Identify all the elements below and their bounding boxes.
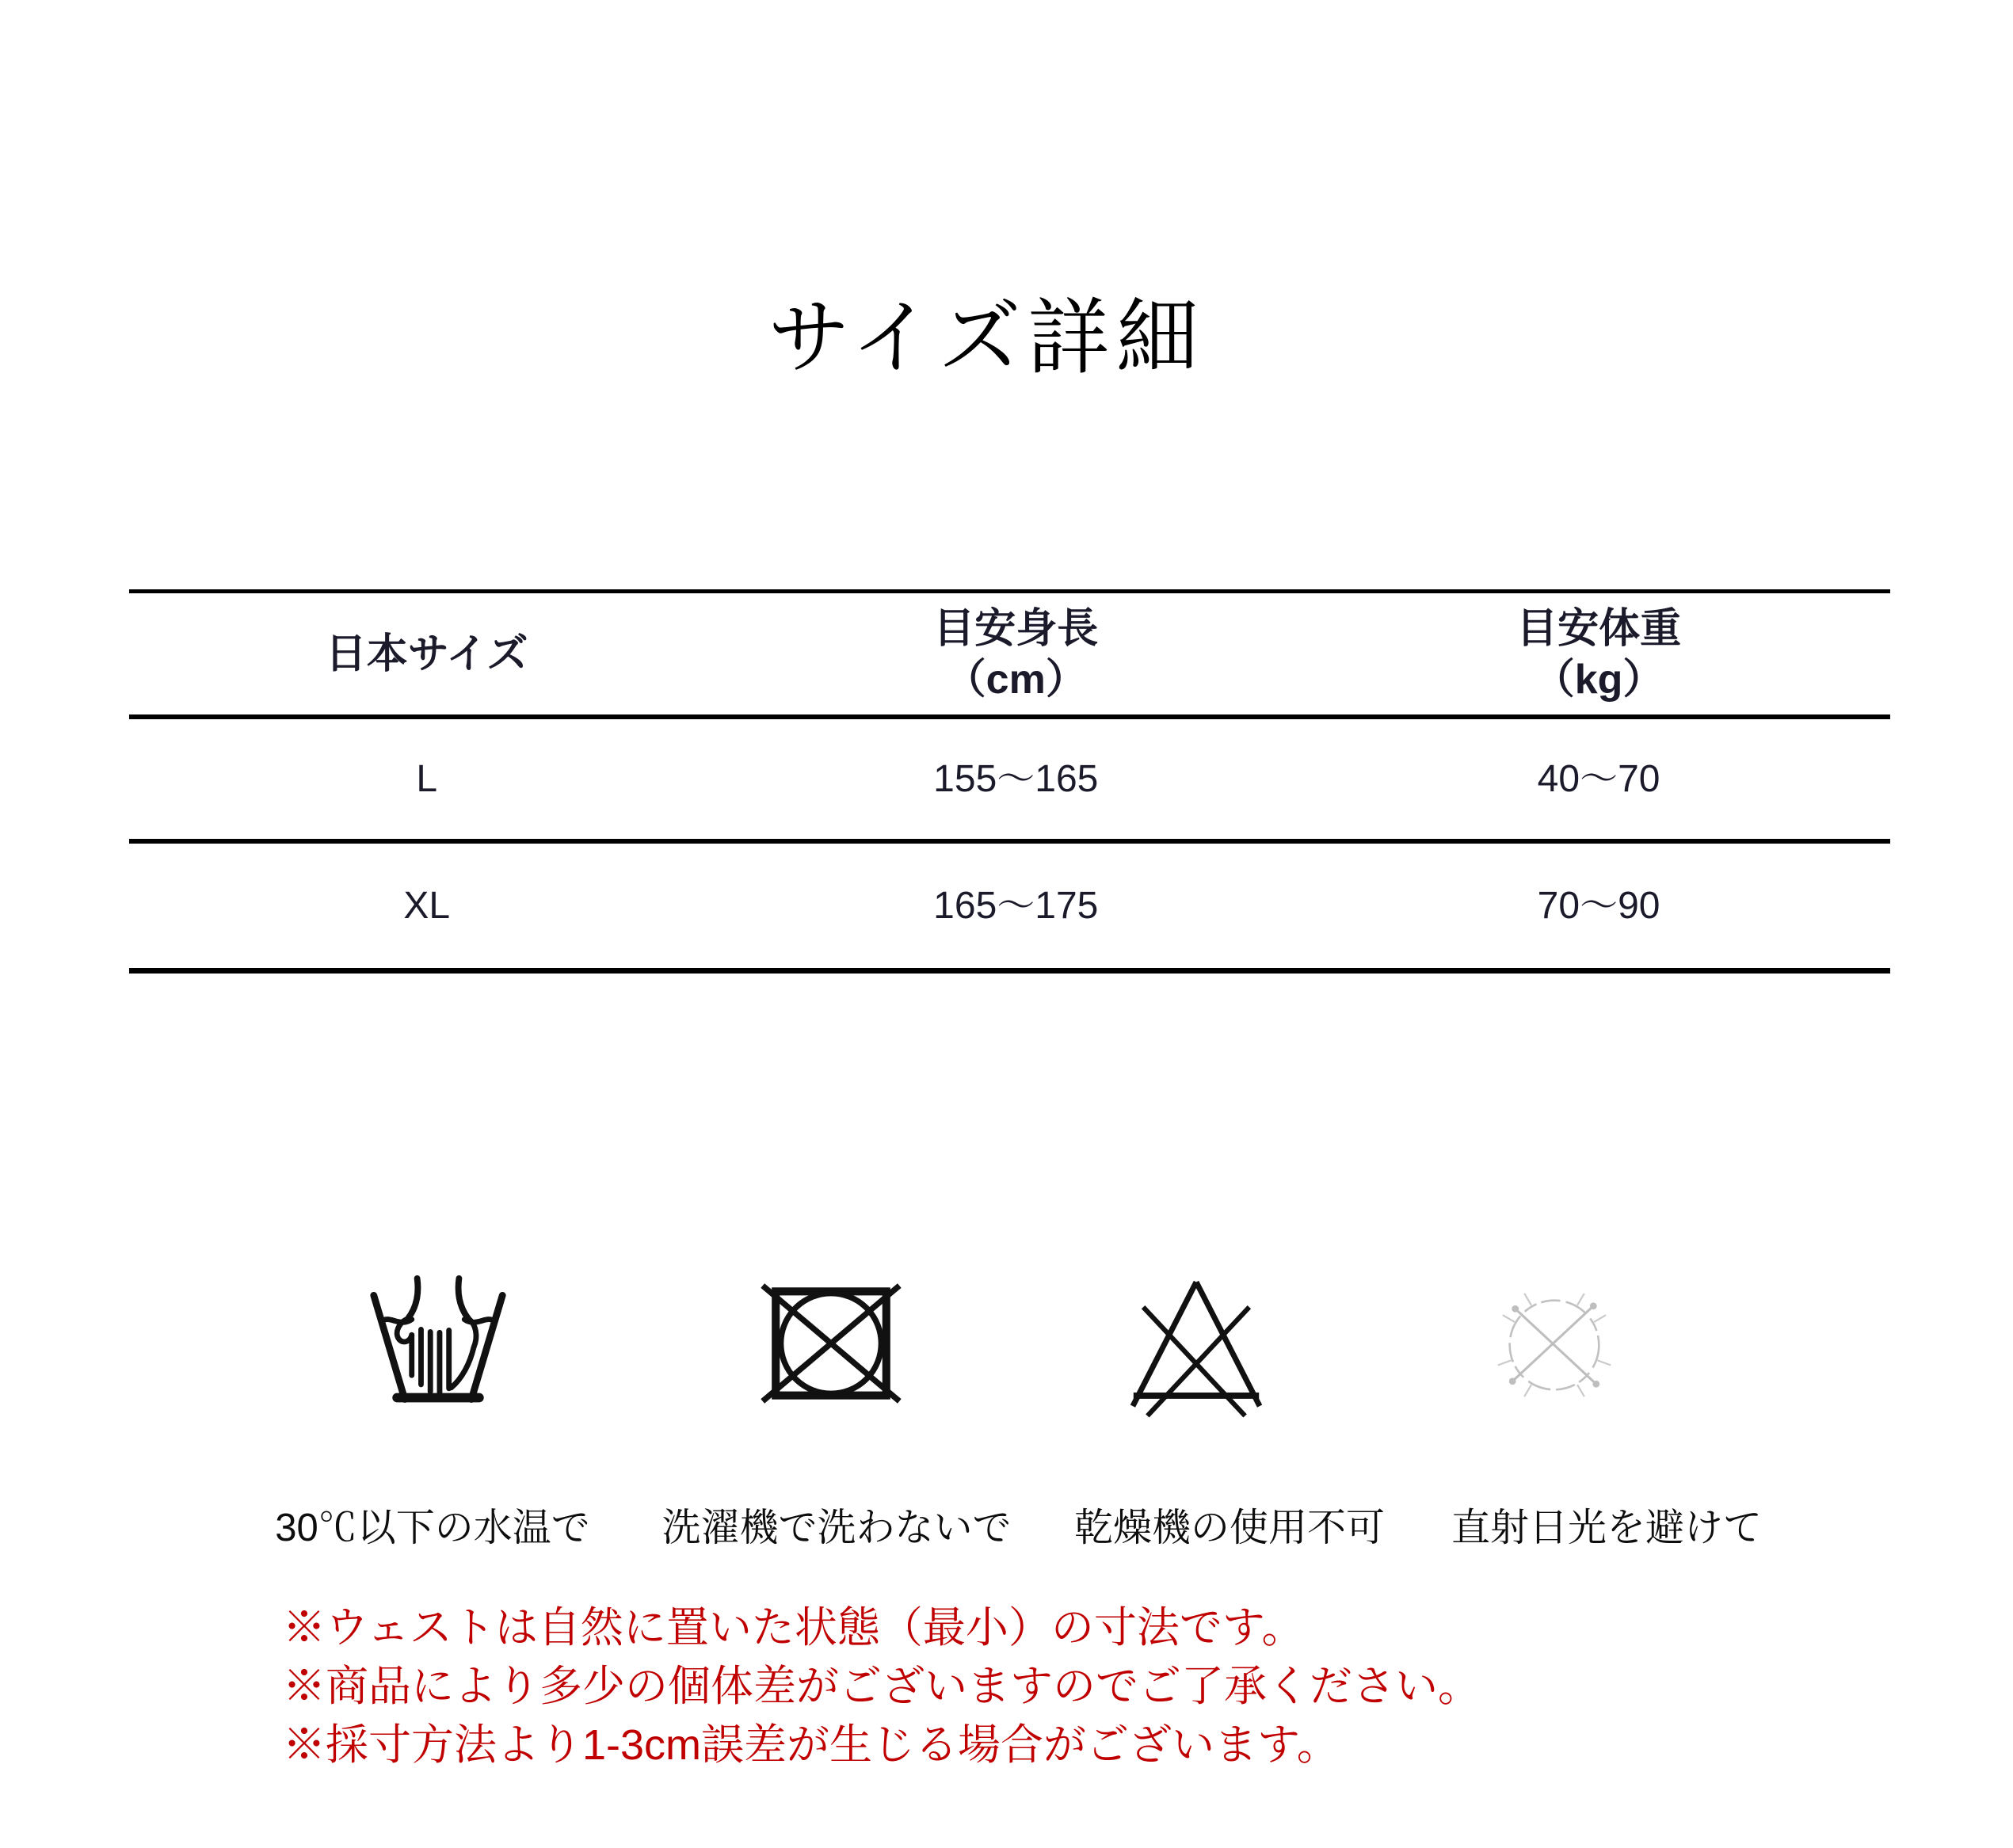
- table-row: [129, 719, 1890, 844]
- size-table-header-row: [129, 593, 1890, 719]
- care-label-hand-wash: 30℃以下の水温で: [275, 1507, 590, 1549]
- header-unit: （cm）: [944, 656, 1087, 703]
- no-machine-wash-icon: [758, 1277, 904, 1410]
- header-label: 目安身長: [933, 605, 1099, 652]
- care-label-avoid-sunlight: 直射日光を避けて: [1451, 1507, 1763, 1549]
- header-label: 目安体重: [1516, 605, 1682, 652]
- note-line: ※商品により多少の個体差がございますのでご了承ください。: [283, 1663, 1481, 1710]
- header-cell-weight: [1307, 593, 1890, 714]
- disclaimer-notes: [283, 1598, 1481, 1774]
- cell-weight-kg: 70〜90: [1537, 884, 1660, 927]
- hand-wash-icon: [360, 1274, 516, 1416]
- size-table: [129, 589, 1890, 974]
- cell-jp-size: L: [416, 757, 438, 800]
- table-row: [129, 844, 1890, 968]
- header-unit: （kg）: [1533, 656, 1664, 703]
- note-line: ※ウェストは自然に置いた状態（最小）の寸法です。: [283, 1604, 1305, 1652]
- avoid-sunlight-icon: [1485, 1275, 1624, 1415]
- header-cell-jp-size: [129, 593, 724, 714]
- header-cell-height: [724, 593, 1307, 714]
- care-label-no-machine-wash: 洗濯機で洗わないで: [661, 1507, 1012, 1549]
- note-line: ※採寸方法より1-3cm誤差が生じる場合がございます。: [283, 1721, 1340, 1769]
- cell-weight-kg: 40〜70: [1537, 757, 1660, 800]
- header-label: 日本サイズ: [325, 631, 528, 677]
- no-tumble-dry-icon: [1127, 1272, 1266, 1419]
- cell-jp-size: XL: [403, 884, 451, 927]
- cell-height-cm: 155〜165: [933, 757, 1099, 800]
- cell-height-cm: 165〜175: [933, 884, 1099, 927]
- care-label-no-tumble-dry: 乾燥機の使用不可: [1073, 1507, 1386, 1549]
- page-title: サイズ詳細: [768, 292, 1205, 384]
